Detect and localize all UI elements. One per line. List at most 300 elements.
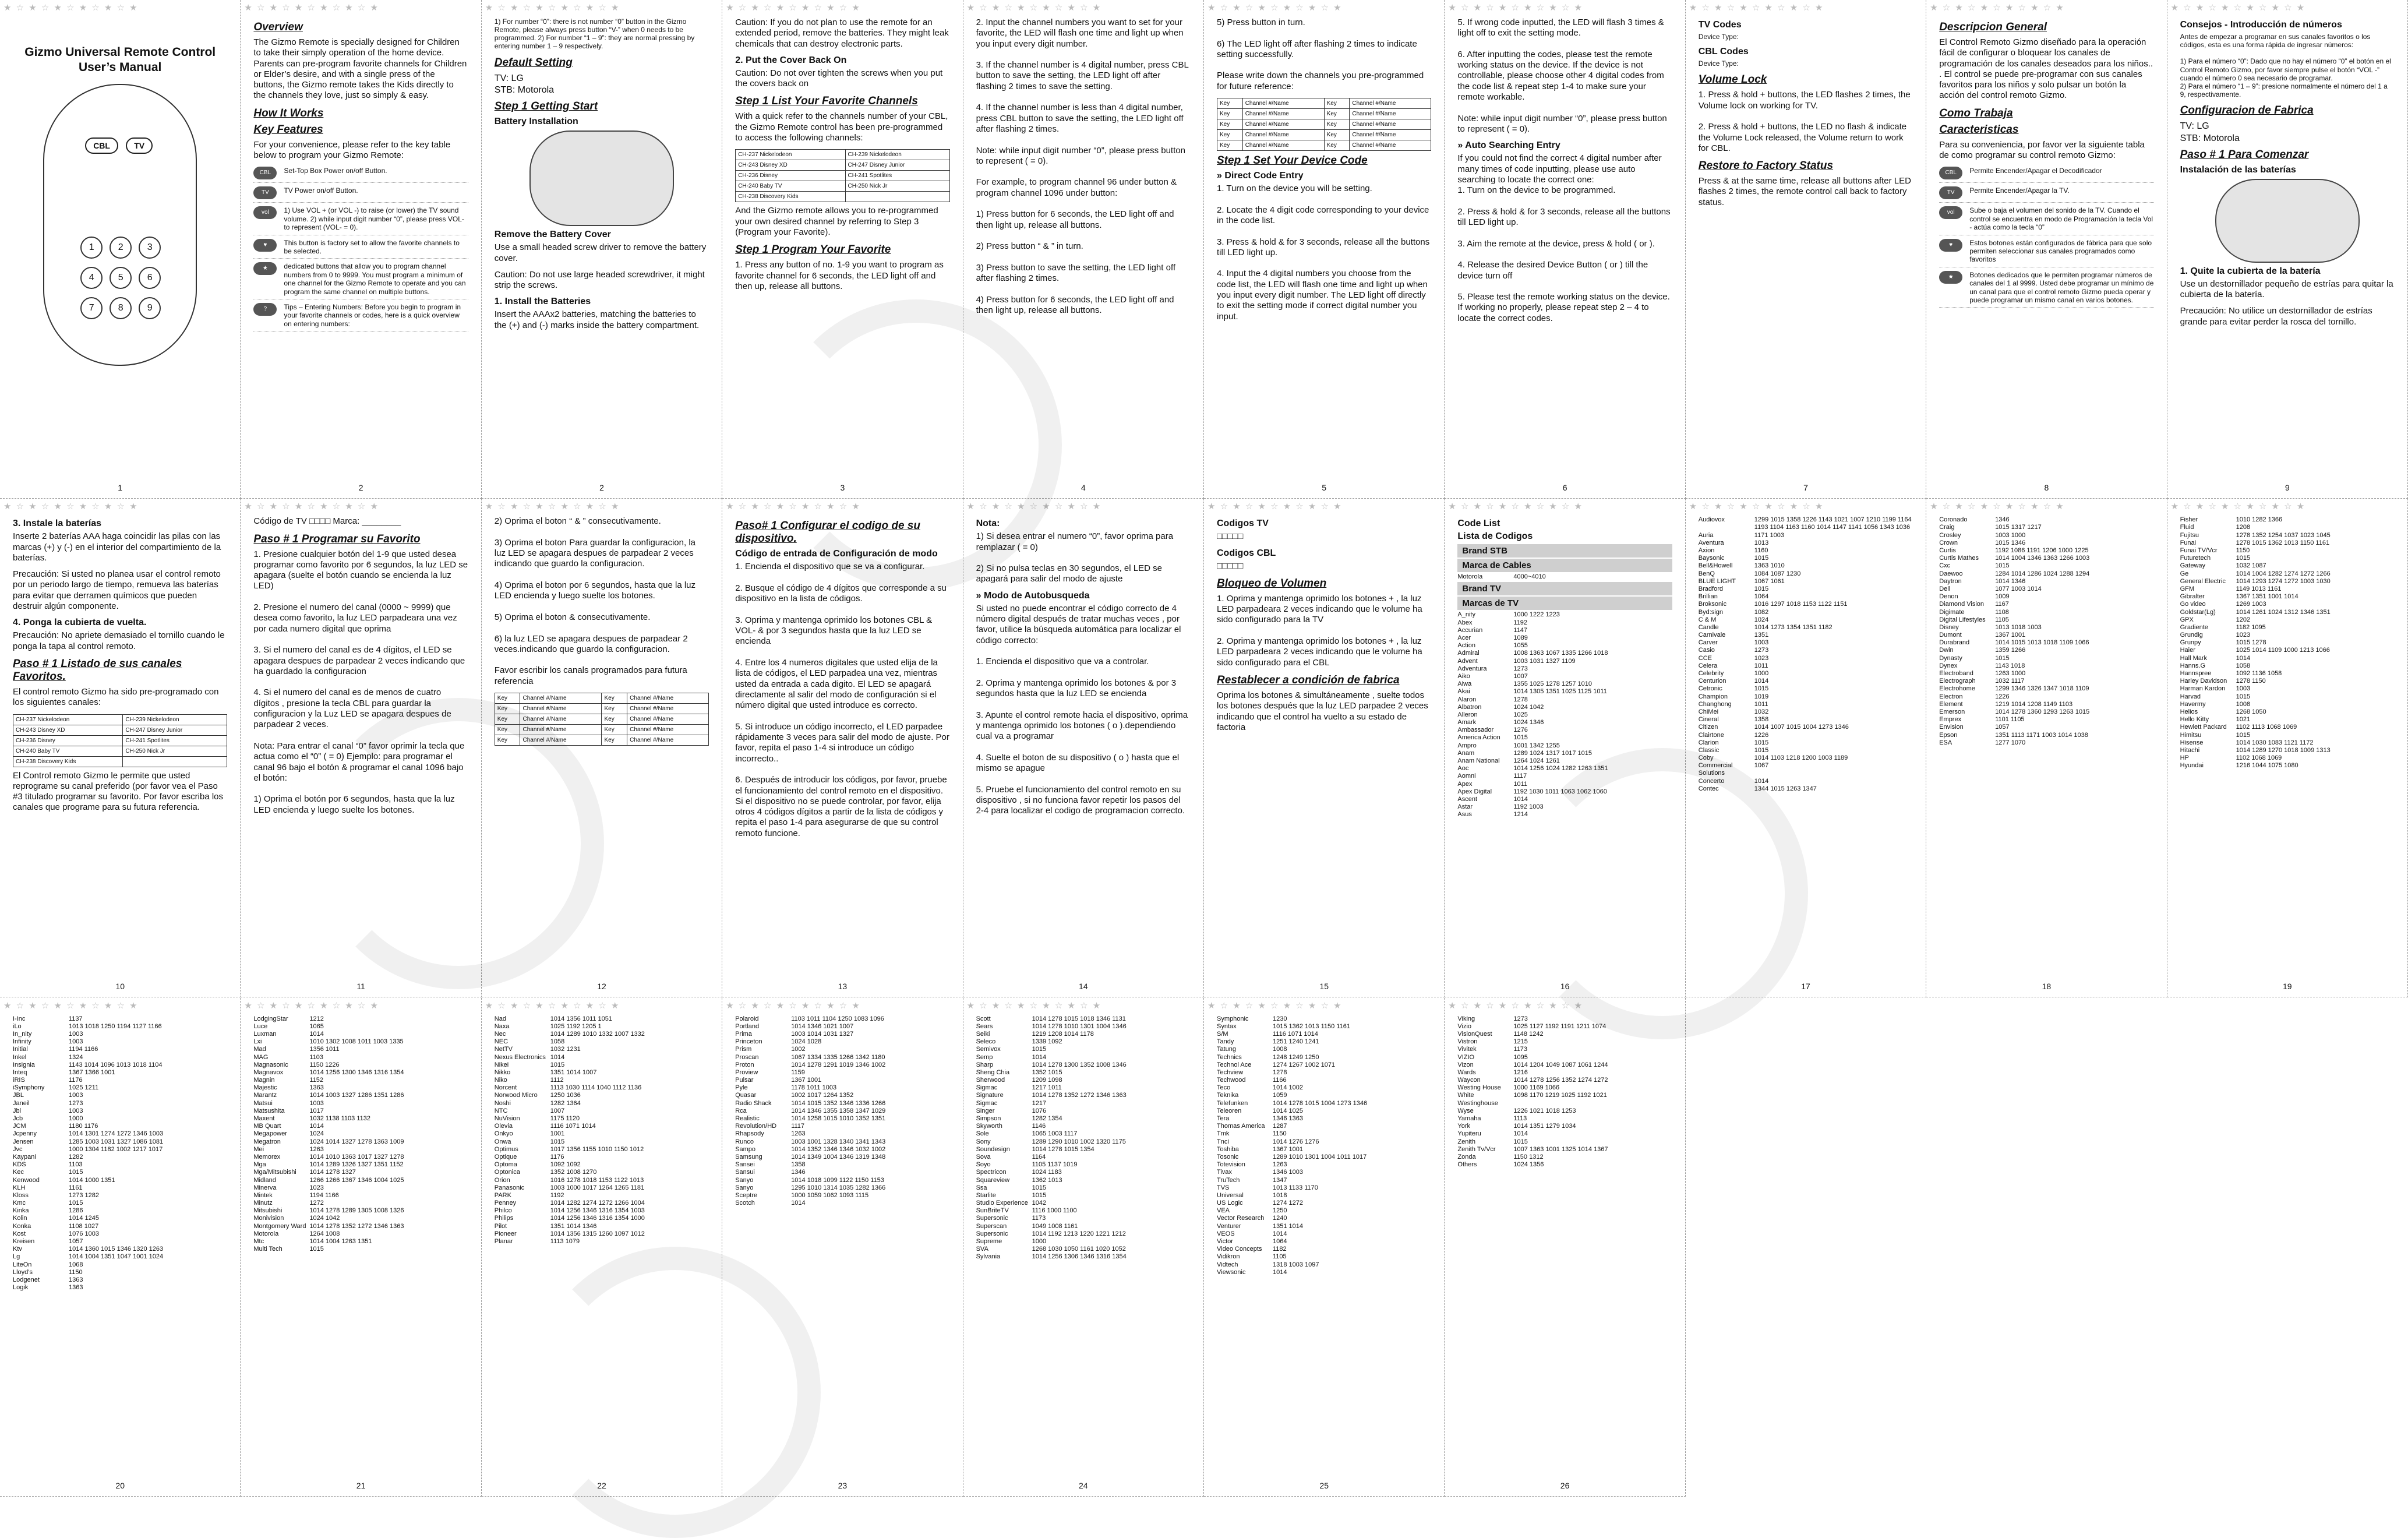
brand-codes: 1273 1282 xyxy=(69,1191,99,1199)
brand-name: Monivision xyxy=(253,1215,284,1222)
table-cell: Key xyxy=(602,693,627,704)
program-favorite-heading: Step 1 Program Your Favorite xyxy=(735,244,891,256)
table-cell: Key xyxy=(1324,130,1350,140)
brand-name: Mga xyxy=(253,1161,266,1169)
code-row xyxy=(253,1100,468,1107)
code-row xyxy=(1939,601,2153,608)
brand-codes: 1014 1010 1363 1017 1327 1278 xyxy=(309,1153,404,1160)
brand-name: Pyle xyxy=(735,1084,748,1092)
brand-name: NTC xyxy=(494,1107,508,1114)
feature-icon: vol xyxy=(1939,206,1962,219)
code-row xyxy=(495,1184,709,1192)
code-row xyxy=(1457,704,1672,711)
brand-codes: 1178 1011 1003 xyxy=(791,1084,837,1092)
brand-name: Nec xyxy=(494,1030,506,1038)
feature-text: Tips – Entering Numbers: Before you begin to program in your favorite channels or codes, here is a quick overview on entering numbers: xyxy=(284,302,461,328)
number-key: 3 xyxy=(139,237,161,259)
feature-text: Estos botones están configurados de fábrica para que solo permiten seleccionar sus canales programados como favoritos xyxy=(1969,238,2152,264)
brand-name: Commercial Solutions xyxy=(1698,762,1733,777)
code-row xyxy=(1699,585,1913,593)
brand-name: Digimate xyxy=(1939,608,1965,616)
brand-name: Hitachi xyxy=(2180,746,2200,754)
brand-codes: 1014 1352 1346 1346 1032 1002 xyxy=(791,1145,886,1153)
brand-name: Goldstar(Lg) xyxy=(2180,608,2216,616)
table-cell: Key xyxy=(495,735,520,746)
brand-name: SunBriteTV xyxy=(976,1207,1009,1215)
brand-name: Jensen xyxy=(13,1138,34,1145)
brand-codes: 1363 xyxy=(69,1284,83,1292)
star-border: ★ ☆ ★ ☆ ★ ☆ ★ ☆ ★ ☆ ★ xyxy=(1207,3,1343,13)
page-code-list xyxy=(722,998,963,1497)
brand-name: Kenwood xyxy=(13,1176,40,1184)
brand-codes: 1014 xyxy=(309,1030,324,1038)
code-boxes: □□□□□ xyxy=(1217,560,1244,571)
brand-name: Logik xyxy=(13,1284,29,1292)
code-row xyxy=(2180,593,2395,601)
code-row xyxy=(1939,547,2153,555)
code-row xyxy=(1217,1207,1431,1215)
restore-heading: Restore to Factory Status xyxy=(1698,160,1834,172)
brand-name: KDS xyxy=(13,1161,26,1169)
lista-codigos-heading: Lista de Codigos xyxy=(1457,531,1533,542)
caution-text: Precaución: No apriete demasiado el tornillo cuando le ponga la tapa al control remoto. xyxy=(13,630,225,651)
table-cell: CH-237 Nickelodeon xyxy=(13,714,123,725)
brand-codes: 1015 xyxy=(1754,739,1769,746)
table-cell: Channel #/Name xyxy=(627,735,709,746)
brand-name: Olevia xyxy=(494,1123,513,1130)
code-row xyxy=(1939,609,2153,616)
brand-codes: 1161 xyxy=(69,1184,83,1191)
descripcion-heading: Descripcion General xyxy=(1939,21,2047,33)
brand-codes: 1014 1004 1282 1274 1272 1266 xyxy=(2236,570,2331,577)
code-row xyxy=(1217,1223,1431,1230)
code-row xyxy=(976,1246,1191,1253)
code-row xyxy=(1457,772,1672,780)
brand-name: Teleoren xyxy=(1217,1107,1242,1114)
code-row xyxy=(976,1107,1191,1115)
brand-name: CCE xyxy=(1698,654,1713,662)
code-row xyxy=(1939,555,2153,562)
table-cell: CH-240 Baby TV xyxy=(736,181,845,192)
number-key: 2 xyxy=(110,237,132,259)
brand-name: Onwa xyxy=(494,1138,511,1145)
brand-codes: 1108 1027 xyxy=(69,1222,99,1230)
table-row xyxy=(1217,119,1431,130)
code-row xyxy=(253,1084,468,1092)
code-list-heading: Code List xyxy=(1457,518,1500,529)
brand-name: Megapower xyxy=(253,1130,287,1138)
brand-name: Asus xyxy=(1457,811,1472,819)
table-cell: Channel #/Name xyxy=(1242,140,1324,151)
star-border: ★ ☆ ★ ☆ ★ ☆ ★ ☆ ★ ☆ ★ xyxy=(485,3,620,13)
remote-illustration xyxy=(43,84,197,366)
brand-codes: 1025 1211 xyxy=(69,1084,99,1092)
code-row xyxy=(1699,747,1913,754)
brand-codes: 1014 1256 1024 1282 1263 1351 xyxy=(1513,765,1608,772)
star-border: ★ ☆ ★ ☆ ★ ☆ ★ ☆ ★ ☆ ★ xyxy=(1930,3,2065,13)
code-row xyxy=(1457,1146,1672,1154)
brand-name: Panasonic xyxy=(494,1184,525,1191)
code-row xyxy=(1217,1130,1431,1138)
brand-codes: 1363 xyxy=(69,1276,83,1283)
table-row xyxy=(1217,98,1431,109)
code-row xyxy=(253,1230,468,1238)
star-border: ★ ☆ ★ ☆ ★ ☆ ★ ☆ ★ ☆ ★ xyxy=(3,502,139,512)
brand-name: Matsui xyxy=(253,1099,273,1107)
code-row xyxy=(1457,803,1672,811)
brand-codes: 1117 xyxy=(791,1123,805,1130)
code-row xyxy=(1457,726,1672,734)
brand-name: Matsushita xyxy=(253,1107,285,1114)
brand-name: Apex Digital xyxy=(1457,788,1492,795)
code-row xyxy=(495,1154,709,1161)
brand-codes: 1116 1071 1014 xyxy=(1273,1030,1318,1038)
brand-codes: 1278 1352 1254 1037 1023 1045 xyxy=(2236,531,2331,539)
table-row xyxy=(495,735,708,746)
code-row xyxy=(735,1169,949,1176)
brand-name: Sigmac xyxy=(976,1099,998,1107)
code-row xyxy=(1939,562,2153,570)
brand-codes: 1150 1312 xyxy=(1513,1153,1544,1160)
brand-codes: 1344 1015 1263 1347 xyxy=(1754,785,1817,792)
table-row xyxy=(13,756,227,767)
caution-text: Precaución: Si usted no planea usar el control remoto por un periodo largo de tiempo, remueva las baterías para evitar que derramen químicos que pueden destruir algún componente. xyxy=(13,569,221,612)
table-cell: Channel #/Name xyxy=(627,714,709,725)
page-overview xyxy=(241,0,481,499)
code-row xyxy=(13,1246,227,1253)
star-border: ★ ☆ ★ ☆ ★ ☆ ★ ☆ ★ ☆ ★ xyxy=(1207,1000,1343,1011)
brand-codes: 1173 xyxy=(1032,1215,1046,1222)
brand-codes: 1289 1024 1317 1017 1015 xyxy=(1513,749,1592,757)
brand-name: Himitsu xyxy=(2180,731,2202,739)
number-key: 5 xyxy=(110,267,132,289)
brand-name: Tatung xyxy=(1217,1046,1237,1053)
brand-name: Mad xyxy=(253,1046,266,1053)
brand-codes: 1346 xyxy=(791,1169,806,1176)
caution-text: Caution: Do not use large headed screwdriver, it might strip the screws. xyxy=(494,269,705,291)
brand-name: Supersonic xyxy=(976,1230,1008,1237)
brand-codes: 1092 1092 xyxy=(550,1161,581,1169)
battery-heading: Battery Installation xyxy=(494,117,578,127)
code-row xyxy=(2180,516,2395,524)
page-nota xyxy=(963,499,1204,997)
code-row xyxy=(1217,1177,1431,1184)
table-cell: CH-247 Disney Junior xyxy=(845,160,949,171)
code-row xyxy=(976,1253,1191,1261)
feature-icon: ? xyxy=(253,303,277,316)
code-row xyxy=(1457,573,1672,581)
brand-name: Harvad xyxy=(2180,693,2201,700)
brand-codes: 1057 xyxy=(69,1238,83,1246)
brand-codes: 1003 1000 xyxy=(1995,531,2026,539)
brand-codes: 1003 1001 1328 1340 1341 1343 xyxy=(791,1138,886,1145)
page-code-list xyxy=(1686,499,1926,997)
brand-name: Fisher xyxy=(2180,516,2198,524)
brand-name: Totevision xyxy=(1217,1161,1245,1169)
code-row xyxy=(2180,555,2395,562)
table-cell: CH-241 Spotlites xyxy=(845,171,949,181)
brand-codes: 1015 xyxy=(1754,585,1769,592)
paragraph: Insert the AAAx2 batteries, matching the batteries to the (+) and (-) marks inside the battery compartment. xyxy=(494,309,700,330)
brand-name: VEOS xyxy=(1217,1230,1235,1237)
code-row xyxy=(976,1138,1191,1146)
cbl-button-label: CBL xyxy=(85,137,118,154)
code-row xyxy=(13,1215,227,1222)
volume-lock-heading: Volume Lock xyxy=(1698,73,1767,86)
code-row xyxy=(1457,711,1672,719)
code-row xyxy=(495,1223,709,1230)
code-row xyxy=(253,1046,468,1053)
code-row xyxy=(1457,1077,1672,1084)
brand-name: Mintek xyxy=(253,1191,273,1199)
brand-codes: 1147 xyxy=(1513,626,1528,634)
brand-name: Optoma xyxy=(494,1161,517,1169)
brand-name: Hisense xyxy=(2180,739,2204,746)
code-row xyxy=(1217,1092,1431,1099)
brand-name: Techview xyxy=(1217,1068,1244,1076)
brand-codes: 1014 1278 1352 1272 1346 1363 xyxy=(309,1222,404,1230)
code-row xyxy=(495,1054,709,1061)
page-number: 8 xyxy=(2044,483,2049,492)
brand-name: SVA xyxy=(976,1246,988,1253)
brand-name: MB Quart xyxy=(253,1123,281,1130)
brand-codes: 1219 1208 1014 1178 xyxy=(1032,1030,1094,1038)
brand-name: Proscan xyxy=(735,1053,759,1061)
code-row xyxy=(1217,1215,1431,1222)
feature-icon: ♥ xyxy=(253,239,277,252)
brand-codes: 1367 1001 xyxy=(1995,632,2026,639)
page-volume-lock xyxy=(1686,0,1926,499)
code-row xyxy=(253,1223,468,1230)
brand-codes: 1143 1014 1096 1013 1018 1104 xyxy=(69,1061,163,1068)
brand-name: In_nity xyxy=(13,1030,32,1038)
brand-name: Scotch xyxy=(735,1200,755,1207)
paragraph: Inserte 2 baterías AAA haga coincidir las pilas con las marcas (+) y (-) en el interior del compartimiento de la baterías. xyxy=(13,531,221,563)
brand-codes: 1240 xyxy=(1273,1215,1287,1222)
brand-codes: 1269 1003 xyxy=(2236,601,2266,608)
brand-name: Universal xyxy=(1217,1191,1244,1199)
brand-codes: 1024 xyxy=(1754,616,1769,623)
code-row xyxy=(1699,601,1913,608)
brand-name: Teknika xyxy=(1217,1092,1239,1099)
code-row xyxy=(976,1215,1191,1222)
brand-codes: 1250 1036 xyxy=(550,1092,581,1099)
brand-codes: 1263 xyxy=(791,1130,806,1138)
brand-name: Marantz xyxy=(253,1092,277,1099)
code-row xyxy=(976,1015,1191,1023)
star-border: ★ ☆ ★ ☆ ★ ☆ ★ ☆ ★ ☆ ★ xyxy=(966,502,1102,512)
brand-codes: 1209 1098 xyxy=(1032,1077,1062,1084)
brand-codes: 1000 1169 1066 xyxy=(1513,1084,1560,1092)
code-row xyxy=(976,1023,1191,1031)
brand-name: Audiovox xyxy=(1698,516,1725,524)
paragraph: With a quick refer to the channels number of your CBL, the Gizmo Remote control has been pre-programmed to access the following channels: xyxy=(735,111,948,143)
paragraph: 1. Oprima y mantenga oprimido los botones + , la luz LED parpadeara 2 veces indicando que le volume ha sido configurado para la TV 2. Oprima y mantenga oprimido los botones + , la luz LED parpadeara 2 veces indicando que le volume ha sido configurado para el CBL xyxy=(1217,593,1422,668)
code-row xyxy=(735,1115,949,1123)
code-row xyxy=(1699,739,1913,747)
feature-row xyxy=(253,303,468,331)
code-row xyxy=(1699,632,1913,639)
brand-name: NuVision xyxy=(494,1115,520,1123)
brand-codes: 1346 xyxy=(1995,516,2010,524)
brand-name: Fluid xyxy=(2180,524,2194,531)
brand-name: Inkel xyxy=(13,1053,27,1061)
page-number: 11 xyxy=(356,982,365,992)
code-row xyxy=(1457,696,1672,704)
number-key: 7 xyxy=(80,297,103,319)
feature-icon: ★ xyxy=(1939,271,1962,284)
code-row xyxy=(13,1169,227,1176)
feature-icon: TV xyxy=(1939,186,1962,199)
brand-codes: 1351 1014 1007 xyxy=(550,1068,597,1076)
code-row xyxy=(1699,639,1913,647)
table-cell: Key xyxy=(602,704,627,714)
brand-codes: 1286 xyxy=(69,1207,83,1215)
code-row xyxy=(2180,524,2395,531)
brand-codes: 1116 1071 1014 xyxy=(550,1123,596,1130)
table-cell: Channel #/Name xyxy=(520,704,602,714)
paragraph: 1. Encienda el dispositivo que se va a configurar. 2. Busque el código de 4 dígitos que corresponde a su dispositivo en la lista de códigos. 3. Oprima y mantenga oprimido los botones CBL & VOL- & por 3 segundos hasta que la luz LED se encienda 4. Entre los 4 numeros digitales que usted elija de la lista de códigos, el LED parpadea una vez, mientras usted da entrada a cada digito. El LED se apagará directamente al salir del modo de configuración si el número digital que usted introduce es correcto. 5. Si introduce un código incorrecto, el LED parpadee rápidamente 3 veces para salir del modo de ajuste. Por favor, repita el paso 1-4 si introduce un código incorrecto.. 6. Después de introducir los códigos, por favor, pruebe el funcionamiento del control remoto en el dispositivo. Si el dispositivo no se puede controlar, por favor, elija otros 4 códigos dígitos a partir de la lista de códigos y repita el paso 1-4 para asegurarse de que su control remoto funcione. xyxy=(735,562,949,838)
cubierta-heading: 4. Ponga la cubierta de vuelta. xyxy=(13,618,147,628)
code-row xyxy=(253,1161,468,1169)
quite-cubierta: 1. Quite la cubierta de la batería xyxy=(2180,266,2321,276)
code-row xyxy=(2180,732,2395,739)
brand-name: Tera xyxy=(1217,1115,1230,1123)
code-row xyxy=(253,1061,468,1069)
brand-codes: 1347 xyxy=(1273,1176,1287,1184)
brand-name: Kaypani xyxy=(13,1153,36,1160)
code-row xyxy=(253,1054,468,1061)
brand-codes: 1067 xyxy=(1754,762,1769,770)
code-row xyxy=(1457,642,1672,650)
page-number: 22 xyxy=(597,1480,606,1490)
code-row xyxy=(976,1092,1191,1099)
table-cell: Key xyxy=(495,704,520,714)
brand-codes: 1014 1356 1011 1051 xyxy=(550,1015,613,1022)
brand-codes: 1367 1001 xyxy=(791,1077,822,1084)
brand-name: Seleco xyxy=(976,1038,996,1046)
brand-codes: 1016 1297 1018 1153 1122 1151 xyxy=(1754,601,1848,608)
code-row xyxy=(253,1146,468,1154)
brand-name: Alleron xyxy=(1457,711,1478,718)
page-default-setting xyxy=(482,0,722,499)
brand-codes: 1146 xyxy=(1032,1123,1046,1130)
brand-codes: 1025 1014 1109 1000 1213 1066 xyxy=(2236,647,2330,654)
code-row xyxy=(2180,655,2395,662)
code-row xyxy=(1699,693,1913,701)
brand-name: Jcb xyxy=(13,1115,23,1123)
brand-codes: 1268 1050 xyxy=(2236,708,2266,715)
brand-codes: 1212 xyxy=(309,1015,324,1022)
brand-codes: 1021 xyxy=(2236,716,2251,724)
feature-row xyxy=(253,186,468,203)
code-row xyxy=(253,1123,468,1130)
brand-codes: 1112 xyxy=(550,1077,564,1084)
brand-codes: 1084 1087 1230 xyxy=(1754,570,1801,577)
brand-codes: 1273 xyxy=(1513,1015,1528,1022)
code-row xyxy=(13,1154,227,1161)
brand-codes: 1182 1095 xyxy=(2236,623,2266,631)
brand-codes: 1014 1007 1015 1004 1273 1346 xyxy=(1754,724,1849,731)
code-row xyxy=(495,1138,709,1146)
code-row xyxy=(735,1077,949,1084)
table-cell xyxy=(845,192,949,202)
feature-icon: vol xyxy=(253,206,277,219)
brand-name: Wards xyxy=(1457,1068,1476,1076)
brand-name: Broksonic xyxy=(1698,601,1727,608)
brand-codes: 1014 1245 xyxy=(69,1215,99,1222)
brand-name: Infinity xyxy=(13,1038,31,1046)
code-row xyxy=(2180,647,2395,654)
table-cell: Key xyxy=(1217,119,1243,130)
brand-codes: 1014 1030 1083 1121 1172 xyxy=(2236,739,2314,746)
brand-codes: 1216 1044 1075 1080 xyxy=(2236,762,2298,770)
number-key: 9 xyxy=(139,297,161,319)
brand-name: Anam National xyxy=(1457,757,1500,765)
code-row xyxy=(13,1015,227,1023)
brand-codes: 1019 xyxy=(1754,693,1769,700)
brand-codes: 1263 1000 xyxy=(1995,670,2026,678)
brand-codes: 1014 1002 xyxy=(1273,1084,1303,1092)
brand-codes: 1015 xyxy=(1995,562,2010,570)
brand-codes: 1003 xyxy=(69,1107,83,1114)
brand-codes: 1214 xyxy=(1513,811,1528,819)
brand-codes: 1008 1363 1067 1335 1266 1018 xyxy=(1513,650,1608,657)
code-list xyxy=(976,1015,1191,1261)
brand-codes: 1067 1334 1335 1266 1342 1180 xyxy=(791,1053,885,1061)
brand-name: Semp xyxy=(976,1053,993,1061)
code-row xyxy=(1939,693,2153,701)
brand-name: GFM xyxy=(2180,585,2195,592)
brand-name: Hewlett Packard xyxy=(2180,724,2227,731)
feature-row xyxy=(1939,271,2153,308)
brand-codes: 1273 xyxy=(1513,665,1528,672)
code-row xyxy=(735,1092,949,1099)
code-row xyxy=(1217,1023,1431,1031)
brand-codes: 1024 1183 xyxy=(1032,1169,1062,1176)
table-cell: Key xyxy=(1217,140,1243,151)
brand-name: iRIS xyxy=(13,1077,25,1084)
code-row xyxy=(1457,1069,1672,1077)
brand-codes: 1014 1000 1351 xyxy=(69,1176,115,1184)
brand-codes: 1003 xyxy=(1754,639,1769,647)
brand-codes: 1003 xyxy=(69,1092,83,1099)
code-row xyxy=(1457,1161,1672,1169)
code-row xyxy=(735,1031,949,1038)
brand-codes: 1352 1015 xyxy=(1032,1068,1062,1076)
brand-name: Admiral xyxy=(1457,650,1480,657)
code-row xyxy=(1457,765,1672,772)
brand-name: Vector Research xyxy=(1217,1215,1265,1222)
code-row xyxy=(976,1207,1191,1215)
brand-codes: 1113 1079 xyxy=(550,1238,580,1246)
brand-name: VisionQuest xyxy=(1457,1030,1492,1038)
brand-name: Megatron xyxy=(253,1138,281,1145)
code-row xyxy=(1457,1154,1672,1161)
code-row xyxy=(976,1123,1191,1130)
brand-codes: 1016 1278 1018 1153 1122 1013 xyxy=(550,1176,644,1184)
brand-name: Contec xyxy=(1698,785,1719,792)
code-row xyxy=(1217,1192,1431,1200)
code-row xyxy=(1699,778,1913,785)
number-notes: 1) For number “0”: there is not number “0” button in the Gizmo Remote, please always press button “V-” when 0 needs to be programmed. 2) For number “1 – 9”: they are normal pressing by entering number 1 – 9 respectively. xyxy=(494,17,695,51)
code-row xyxy=(2180,624,2395,632)
brand-codes: 1017 xyxy=(309,1107,324,1114)
code-row xyxy=(1457,734,1672,742)
brand-name: Amark xyxy=(1457,719,1477,726)
brand-codes: 1192 1003 xyxy=(1513,803,1544,811)
table-cell: Key xyxy=(495,714,520,725)
